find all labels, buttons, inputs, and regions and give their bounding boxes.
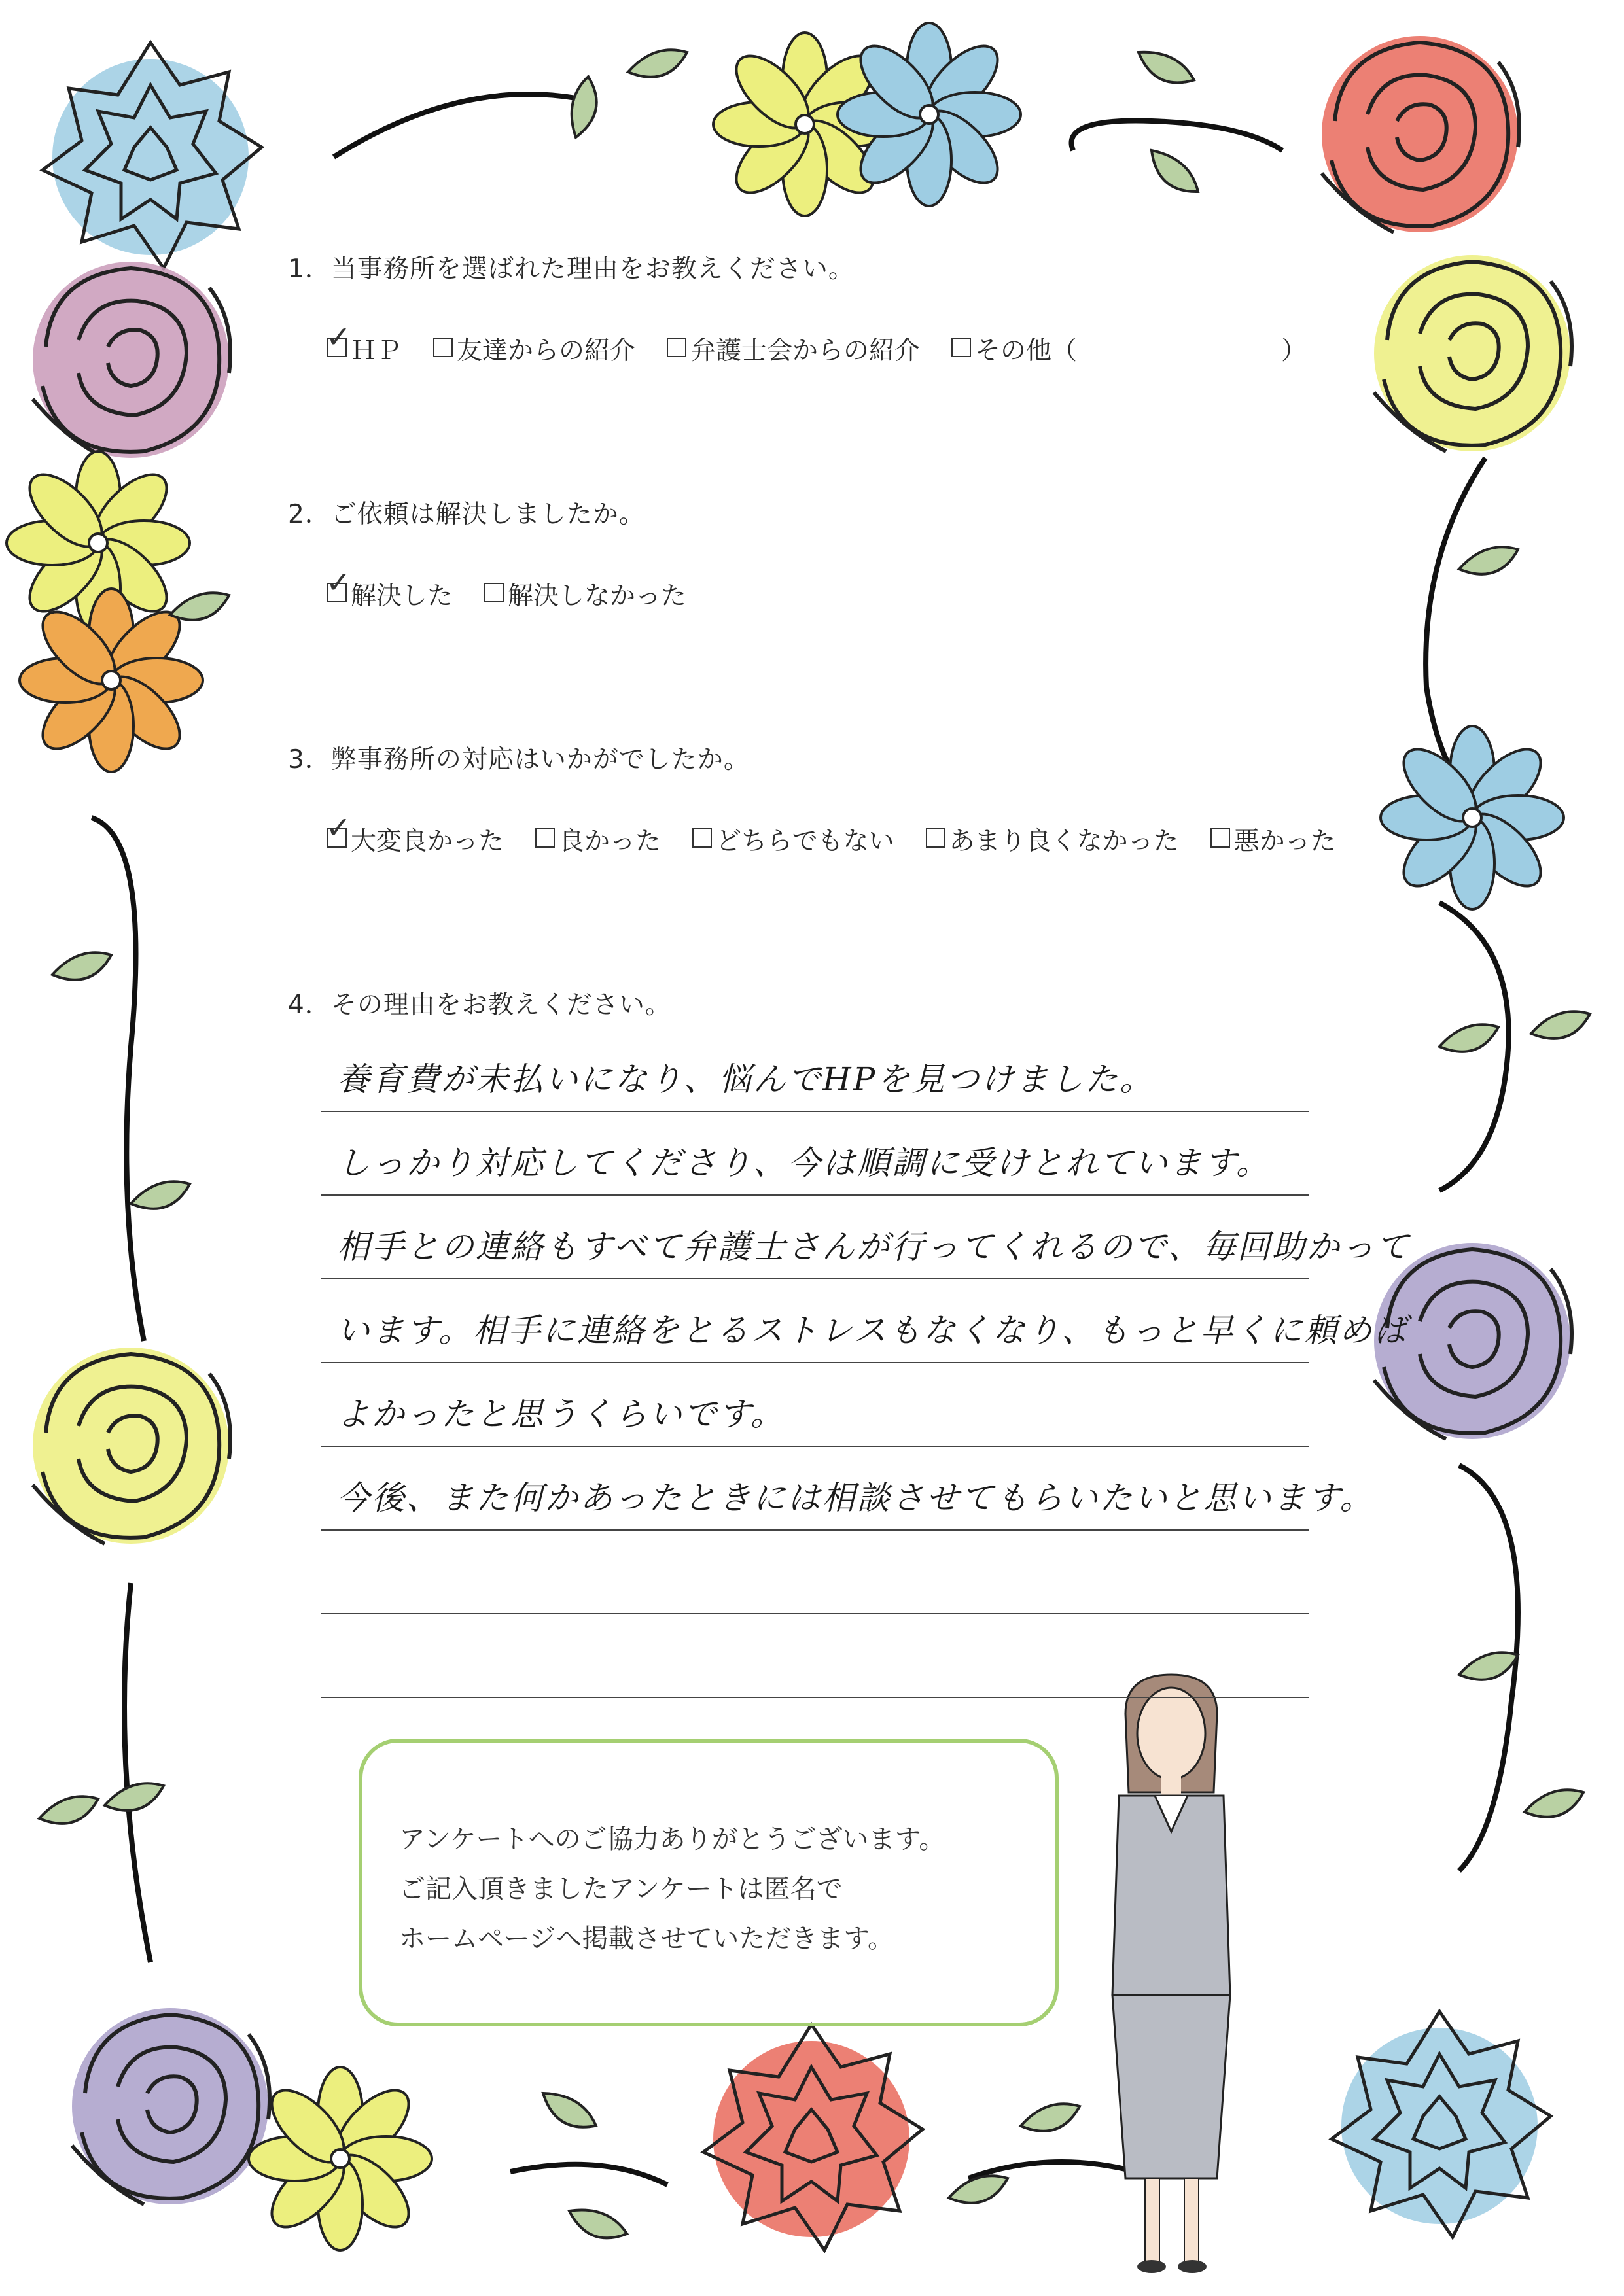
checkbox[interactable] xyxy=(926,828,945,848)
checkbox[interactable] xyxy=(326,810,351,848)
option-label: 解決した xyxy=(351,582,453,611)
option-label: 友達からの紹介 xyxy=(457,336,636,366)
ruled-line xyxy=(321,1446,1309,1447)
ruled-line xyxy=(321,1362,1309,1363)
q1-option-other[interactable] xyxy=(951,330,1307,367)
q3-option-very-good[interactable] xyxy=(326,810,504,858)
receptionist-illustration xyxy=(1112,1675,1230,2273)
checkbox[interactable] xyxy=(1210,828,1230,848)
ruled-line xyxy=(321,1278,1309,1279)
checkbox[interactable] xyxy=(667,338,686,357)
option-label: どちらでもない xyxy=(716,827,894,856)
q1-option-friend[interactable] xyxy=(433,330,635,367)
answer-line-4: います。相手に連絡をとるストレスもなくなり、もっと早くに頼めば xyxy=(337,1312,1409,1349)
answer-line-6: 今後、また何かあったときには相談させてもらいたいと思います。 xyxy=(337,1479,1375,1517)
question-2-label: 2．ご依頼は解決しましたか。 xyxy=(288,500,645,529)
checkbox[interactable] xyxy=(433,338,453,357)
question-3-label: 3．弊事務所の対応はいかがでしたか。 xyxy=(288,745,750,774)
checkbox[interactable] xyxy=(484,583,504,602)
q3-option-not-good[interactable] xyxy=(926,821,1179,858)
checkbox[interactable] xyxy=(326,565,351,602)
option-label: あまり良くなかった xyxy=(949,827,1179,856)
ruled-line xyxy=(321,1697,1309,1698)
question-4-label: 4．その理由をお教えください。 xyxy=(288,990,671,1020)
checkbox[interactable] xyxy=(326,319,351,357)
answer-line-3: 相手との連絡もすべて弁護士さんが行ってくれるので、毎回助かって xyxy=(337,1228,1411,1266)
checkmark-icon: ✓ xyxy=(326,565,351,600)
question-2-options xyxy=(326,565,718,612)
notice-line-3: ホームページへ掲載させていただきます。 xyxy=(399,1924,894,1954)
question-1-options xyxy=(326,319,1338,367)
checkbox[interactable] xyxy=(951,338,971,357)
answer-line-5: よかったと思うくらいです。 xyxy=(337,1395,785,1433)
option-label: 悪かった xyxy=(1233,827,1336,856)
q3-option-bad[interactable] xyxy=(1210,821,1336,858)
ruled-line xyxy=(321,1529,1309,1531)
q1-option-hp[interactable] xyxy=(326,319,402,367)
answer-line-1: 養育費が未払いになり、悩んでHPを見つけました。 xyxy=(337,1060,1155,1098)
question-1-label: 1．当事務所を選ばれた理由をお教えください。 xyxy=(288,254,855,284)
notice-line-1: アンケートへのご協力ありがとうございます。 xyxy=(399,1824,945,1854)
checkmark-icon: ✓ xyxy=(326,319,351,355)
option-label: 弁護士会からの紹介 xyxy=(690,336,921,366)
thank-you-notice xyxy=(359,1739,1059,2026)
q2-option-unresolved[interactable] xyxy=(484,576,686,612)
q2-option-resolved[interactable] xyxy=(326,565,453,612)
option-label: その他（ ） xyxy=(975,336,1307,366)
option-label: 良かった xyxy=(559,827,662,856)
q3-option-neutral[interactable] xyxy=(692,821,894,858)
ruled-line xyxy=(321,1111,1309,1112)
option-label: ＨＰ xyxy=(351,336,402,366)
option-label: 解決しなかった xyxy=(508,582,687,611)
q1-option-bar-association[interactable] xyxy=(667,330,920,367)
checkbox[interactable] xyxy=(692,828,712,848)
question-3-options xyxy=(326,810,1368,858)
checkbox[interactable] xyxy=(535,828,555,848)
answer-line-2: しっかり対応してくださり、今は順調に受けとれています。 xyxy=(337,1144,1271,1182)
notice-line-2: ご記入頂きましたアンケートは匿名で xyxy=(399,1874,843,1904)
q3-option-good[interactable] xyxy=(535,821,661,858)
ruled-line xyxy=(321,1194,1309,1196)
ruled-line xyxy=(321,1613,1309,1614)
checkmark-icon: ✓ xyxy=(326,810,351,845)
option-label: 大変良かった xyxy=(351,827,504,856)
